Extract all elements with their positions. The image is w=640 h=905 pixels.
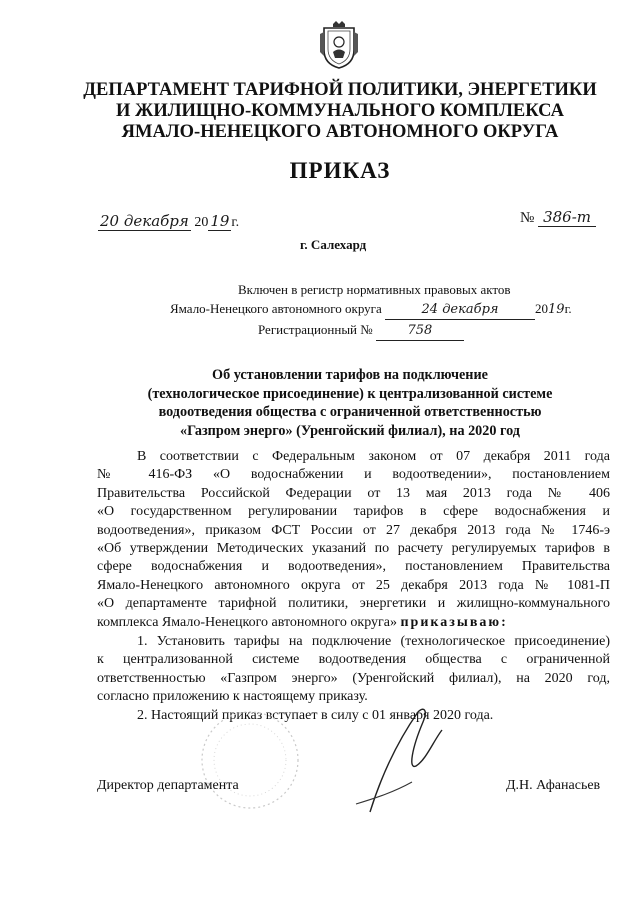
item-1-line: 1. Установить тарифы на подключение (технологическое присоединение)	[137, 634, 610, 649]
preamble-last-text: комплекса Ямало-Ненецкого автономного округа»	[97, 614, 397, 630]
order-year-suffix: г.	[231, 215, 240, 230]
subject-line: водоотведения общества с ограниченной ответственностью	[158, 404, 542, 420]
department-title-line: И ЖИЛИЩНО-КОММУНАЛЬНОГО КОМПЛЕКСА	[116, 101, 564, 121]
signer-title: Директор департамента	[97, 778, 239, 793]
registry-date-handwritten: 24 декабря	[385, 300, 535, 320]
department-title	[80, 80, 600, 143]
order-number-label: №	[520, 210, 535, 226]
preamble-line: сфере водоснабжения и водоотведения», постановлением Правительства	[97, 559, 610, 575]
preamble-line: Ямало-Ненецкого автономного округа от 25 декабря 2013 года № 1081-П	[97, 577, 610, 593]
preamble-line: «Об утверждении Методических указаний по расчету регулируемых тарифов в	[97, 541, 610, 557]
preamble-line: № 416-ФЗ «О водоснабжении и водоотведении», постановлением	[97, 467, 610, 483]
registry-number-handwritten: 758	[376, 321, 464, 341]
registry-year-handwritten: 19	[548, 302, 565, 317]
preamble-line: В соответствии с Федеральным законом от 07 декабря 2011 года	[137, 449, 610, 464]
item-2-line: 2. Настоящий приказ вступает в силу с 01 января 2020 года.	[137, 707, 494, 723]
preamble-line: «О государственном регулировании тарифов в сфере водоснабжения и	[97, 504, 610, 520]
city: г. Салехард	[300, 237, 367, 252]
department-title-line: ЯМАЛО-НЕНЕЦКОГО АВТОНОМНОГО ОКРУГА	[121, 122, 559, 142]
registry-number-label: Регистрационный №	[258, 322, 373, 337]
registry-region: Ямало-Ненецкого автономного округа	[170, 301, 382, 316]
registry-line	[160, 320, 590, 341]
preamble-line: «О департаменте тарифной политики, энергетики и жилищно-коммунального	[97, 596, 610, 612]
item-1-line: согласно приложению к настоящему приказу.	[97, 689, 368, 705]
preamble-line: водоотведения», приказом ФСТ России от 27 декабря 2013 года № 1746-э	[97, 522, 610, 538]
order-number-handwritten: 386-т	[538, 208, 596, 227]
subject-line: «Газпром энерго» (Уренгойский филиал), на 2020 год	[180, 422, 520, 439]
order-date-handwritten: 20 декабря	[100, 212, 189, 230]
preamble-emphasis: приказываю:	[400, 614, 508, 630]
preamble-line: Правительства Российской Федерации от 13 мая 2013 года № 406	[97, 485, 610, 501]
order-date	[98, 212, 239, 231]
coat-of-arms-emblem	[316, 20, 362, 70]
order-year-handwritten: 19	[210, 212, 230, 230]
order-year-prefix: 20	[194, 215, 209, 230]
registry-year-suffix: г.	[564, 301, 572, 316]
registry-line: Включен в регистр нормативных правовых актов	[238, 282, 511, 297]
order-subject	[100, 366, 600, 440]
order-title: ПРИКАЗ	[289, 158, 391, 183]
item-1-line: ответственностью «Газпром энерго» (Уренгойский филиал), на 2020 год,	[97, 670, 610, 686]
registry-note	[160, 280, 590, 341]
signature-scrawl	[180, 700, 470, 820]
registry-line	[160, 299, 590, 320]
subject-line: Об установлении тарифов на подключение	[212, 367, 488, 383]
registry-year-prefix: 20	[535, 301, 549, 316]
department-title-line: ДЕПАРТАМЕНТ ТАРИФНОЙ ПОЛИТИКИ, ЭНЕРГЕТИКИ	[83, 80, 597, 100]
subject-line: (технологическое присоединение) к централизованной системе	[147, 385, 553, 402]
order-number	[520, 208, 596, 227]
preamble-line	[97, 614, 610, 632]
signer-name: Д.Н. Афанасьев	[506, 778, 601, 793]
preamble-paragraph	[97, 448, 610, 632]
item-1-line: к централизованной системе водоотведения общества с ограниченной	[97, 652, 610, 668]
